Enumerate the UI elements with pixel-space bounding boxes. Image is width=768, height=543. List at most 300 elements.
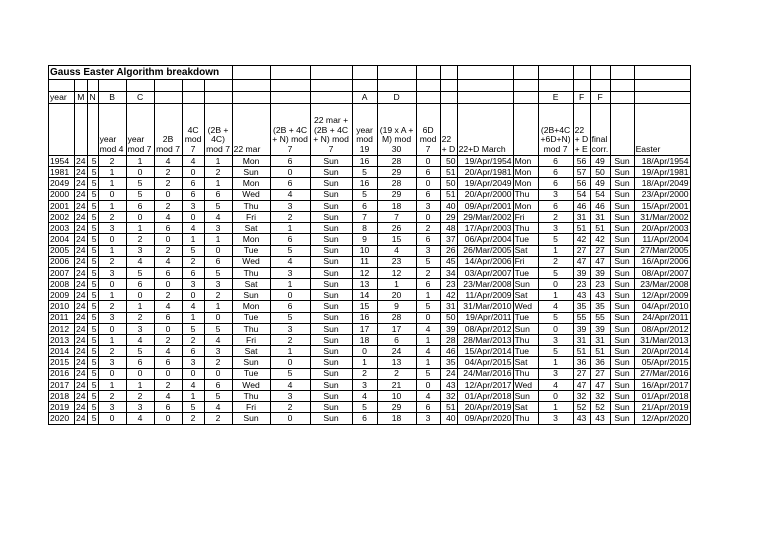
blank-row bbox=[49, 80, 691, 92]
table-cell: 37 bbox=[440, 234, 457, 245]
table-cell: Sun bbox=[310, 402, 352, 413]
table-cell: 17 bbox=[352, 323, 377, 334]
table-cell: 04/Apr/2015 bbox=[457, 357, 513, 368]
table-cell: Tue bbox=[232, 312, 270, 323]
header-easter: Easter bbox=[634, 104, 690, 156]
table-cell: 6 bbox=[154, 267, 182, 278]
table-cell: 2 bbox=[154, 290, 182, 301]
table-cell: 43 bbox=[590, 290, 610, 301]
table-cell: 20/Apr/1981 bbox=[457, 167, 513, 178]
table-cell: 3 bbox=[182, 357, 204, 368]
table-cell: 15 bbox=[377, 234, 416, 245]
table-cell: Sun bbox=[310, 223, 352, 234]
table-cell: 4 bbox=[204, 402, 232, 413]
table-cell: 0 bbox=[154, 234, 182, 245]
table-cell: 08/Apr/2007 bbox=[634, 267, 690, 278]
table-cell: 08/Apr/2012 bbox=[457, 323, 513, 334]
table-cell: 54 bbox=[590, 189, 610, 200]
table-cell: 0 bbox=[204, 368, 232, 379]
table-cell: 16/Apr/2017 bbox=[634, 379, 690, 390]
table-cell: 1 bbox=[98, 379, 126, 390]
table-cell: 5 bbox=[538, 234, 573, 245]
table-cell: 21/Apr/2019 bbox=[634, 402, 690, 413]
table-cell: 2019 bbox=[49, 402, 75, 413]
table-row bbox=[49, 189, 691, 200]
table-cell: 3 bbox=[270, 267, 310, 278]
table-cell: 46 bbox=[573, 200, 590, 211]
table-cell: 01/Apr/2018 bbox=[634, 390, 690, 401]
table-cell: 6 bbox=[538, 156, 573, 167]
table-cell: Sun bbox=[310, 189, 352, 200]
table-cell: 24 bbox=[76, 290, 86, 301]
table-cell: 4 bbox=[182, 379, 204, 390]
table-cell: 29 bbox=[377, 402, 416, 413]
table-cell: 18 bbox=[377, 200, 416, 211]
table-cell: 5 bbox=[87, 290, 98, 301]
table-cell: 23 bbox=[377, 256, 416, 267]
table-cell: 20/Apr/2000 bbox=[457, 189, 513, 200]
table-cell: Sun bbox=[610, 167, 634, 178]
table-cell: 5 bbox=[87, 301, 98, 312]
table-cell: 1 bbox=[204, 156, 232, 167]
table-cell: 0 bbox=[416, 312, 440, 323]
table-cell: 1 bbox=[182, 390, 204, 401]
table-cell: 16 bbox=[352, 156, 377, 167]
table-cell: 51 bbox=[573, 223, 590, 234]
table-cell: 24 bbox=[440, 368, 457, 379]
table-cell: Sun bbox=[610, 402, 634, 413]
table-cell: Sun bbox=[310, 323, 352, 334]
table-cell: Sun bbox=[310, 379, 352, 390]
table-cell: 20/Apr/2014 bbox=[634, 346, 690, 357]
table-cell: 0 bbox=[126, 290, 154, 301]
title-row bbox=[49, 66, 691, 80]
table-cell: 31 bbox=[573, 335, 590, 346]
table-row bbox=[49, 245, 691, 256]
table-cell: 5 bbox=[538, 267, 573, 278]
table-cell: 6 bbox=[154, 402, 182, 413]
table-cell: 6 bbox=[126, 279, 154, 290]
table-cell: Fri bbox=[513, 211, 538, 222]
table-cell: Sun bbox=[310, 290, 352, 301]
table-cell: 24 bbox=[76, 334, 86, 345]
letter-c: C bbox=[126, 92, 154, 104]
table-cell: Sun bbox=[310, 156, 352, 167]
table-cell: 1 bbox=[538, 245, 573, 256]
table-cell: Sun bbox=[610, 189, 634, 200]
table-cell: 2 bbox=[98, 390, 126, 401]
table-cell: 3 bbox=[416, 413, 440, 424]
table-cell: 5 bbox=[87, 167, 98, 178]
table-cell: 3 bbox=[98, 357, 126, 368]
table-cell: Sun bbox=[610, 245, 634, 256]
table-cell: 24 bbox=[76, 211, 86, 222]
table-row bbox=[49, 167, 691, 178]
table-cell: 23/Apr/2000 bbox=[634, 189, 690, 200]
table-cell: 5 bbox=[352, 402, 377, 413]
table-cell: 2 bbox=[352, 368, 377, 379]
table-cell: 24 bbox=[76, 245, 86, 256]
table-cell: 23/Mar/2008 bbox=[457, 279, 513, 290]
table-cell: 43 bbox=[573, 290, 590, 301]
table-cell: Sun bbox=[610, 413, 634, 424]
table-cell: 2001 bbox=[49, 200, 75, 211]
table-cell: 51 bbox=[590, 223, 610, 234]
table-cell: Fri bbox=[513, 256, 538, 267]
table-cell: 08/Apr/2012 bbox=[634, 323, 690, 334]
table-cell: 5 bbox=[87, 223, 98, 234]
table-cell: Sun bbox=[310, 245, 352, 256]
table-cell: 4 bbox=[126, 335, 154, 346]
table-cell: 24/Mar/2016 bbox=[457, 368, 513, 379]
table-cell: 5 bbox=[270, 368, 310, 379]
table-cell: 4 bbox=[204, 335, 232, 346]
table-cell: 18/Apr/2049 bbox=[634, 178, 690, 189]
table-cell: 26/Mar/2005 bbox=[457, 245, 513, 256]
table-cell: 55 bbox=[590, 312, 610, 323]
table-cell: 6 bbox=[270, 301, 310, 312]
table-cell: 4 bbox=[182, 156, 204, 167]
table-cell: 39 bbox=[573, 323, 590, 334]
table-body bbox=[49, 66, 691, 425]
table-cell: Sun bbox=[513, 323, 538, 334]
table-cell: 5 bbox=[87, 379, 98, 390]
table-cell: 2014 bbox=[49, 346, 75, 357]
table-cell: Mon bbox=[513, 156, 538, 167]
table-cell: Sun bbox=[610, 346, 634, 357]
table-cell: 5 bbox=[87, 189, 98, 200]
column-header-row bbox=[49, 104, 691, 156]
table-cell: 6 bbox=[377, 335, 416, 346]
table-cell: Thu bbox=[513, 335, 538, 346]
table-cell: 6 bbox=[270, 234, 310, 245]
table-cell: 5 bbox=[87, 234, 98, 245]
table-row bbox=[49, 368, 691, 379]
table-cell: 14/Apr/2006 bbox=[457, 256, 513, 267]
table-cell: 2 bbox=[126, 390, 154, 401]
table-cell: 19/Apr/2049 bbox=[457, 178, 513, 189]
table-cell: 2 bbox=[98, 156, 126, 167]
table-cell: 09/Apr/2001 bbox=[457, 200, 513, 211]
table-cell: 19/Apr/1954 bbox=[457, 156, 513, 167]
table-cell: Fri bbox=[232, 211, 270, 222]
table-cell: Sun bbox=[610, 256, 634, 267]
table-cell: 20/Apr/2019 bbox=[457, 402, 513, 413]
table-cell: 0 bbox=[126, 211, 154, 222]
table-cell: 1 bbox=[98, 200, 126, 211]
table-cell: 2016 bbox=[49, 368, 75, 379]
table-cell: 2 bbox=[416, 267, 440, 278]
table-cell: 6 bbox=[538, 178, 573, 189]
table-cell: 2 bbox=[98, 346, 126, 357]
table-cell: 24 bbox=[76, 390, 86, 401]
table-cell: 1 bbox=[98, 167, 126, 178]
table-cell: 39 bbox=[573, 267, 590, 278]
table-cell: 39 bbox=[440, 323, 457, 334]
table-cell: 5 bbox=[87, 211, 98, 222]
table-cell: Tue bbox=[232, 245, 270, 256]
table-cell: 2 bbox=[154, 379, 182, 390]
table-cell: 4 bbox=[154, 256, 182, 267]
table-row bbox=[49, 290, 691, 301]
table-cell: 1 bbox=[204, 178, 232, 189]
table-cell: 11 bbox=[352, 256, 377, 267]
table-cell: 6 bbox=[154, 312, 182, 323]
table-cell: 0 bbox=[270, 357, 310, 368]
table-cell: 6 bbox=[270, 156, 310, 167]
table-cell: 6 bbox=[154, 223, 182, 234]
table-cell: 5 bbox=[270, 312, 310, 323]
table-row bbox=[49, 178, 691, 189]
table-cell: Sun bbox=[610, 312, 634, 323]
table-cell: 5 bbox=[87, 279, 98, 290]
table-cell: 4 bbox=[126, 413, 154, 424]
table-cell: 45 bbox=[440, 256, 457, 267]
table-cell: 06/Apr/2004 bbox=[457, 234, 513, 245]
table-cell: Thu bbox=[232, 390, 270, 401]
table-cell: 1 bbox=[416, 290, 440, 301]
table-cell: 2008 bbox=[49, 279, 75, 290]
table-cell: 0 bbox=[98, 189, 126, 200]
table-cell: 31/Mar/2013 bbox=[634, 335, 690, 346]
table-row bbox=[49, 256, 691, 267]
table-cell: 2 bbox=[154, 200, 182, 211]
table-cell: 6 bbox=[352, 200, 377, 211]
table-cell: Sun bbox=[610, 368, 634, 379]
table-cell: 0 bbox=[538, 323, 573, 334]
table-cell: Wed bbox=[232, 189, 270, 200]
header-2b4c-mod-7: (2B + 4C) mod 7 bbox=[204, 104, 232, 156]
table-cell: 0 bbox=[270, 413, 310, 424]
table-cell: 24 bbox=[76, 312, 86, 323]
table-cell: 32 bbox=[590, 390, 610, 401]
table-cell: 4 bbox=[270, 379, 310, 390]
table-cell: 55 bbox=[573, 312, 590, 323]
table-cell: Sun bbox=[513, 390, 538, 401]
table-cell: 18 bbox=[377, 413, 416, 424]
table-cell: Sun bbox=[610, 290, 634, 301]
table-cell: 5 bbox=[87, 256, 98, 267]
table-cell: 6 bbox=[416, 402, 440, 413]
table-cell: 2007 bbox=[49, 267, 75, 278]
table-cell: Sun bbox=[310, 413, 352, 424]
table-cell: 26 bbox=[440, 245, 457, 256]
table-cell: 0 bbox=[98, 234, 126, 245]
table-cell: 24 bbox=[76, 200, 86, 211]
table-cell: 24 bbox=[76, 357, 86, 368]
table-cell: Sun bbox=[610, 234, 634, 245]
sheet-title: Gauss Easter Algorithm breakdown bbox=[49, 66, 233, 80]
table-cell: 27 bbox=[590, 368, 610, 379]
table-cell: 18/Apr/1954 bbox=[634, 156, 690, 167]
table-cell: Thu bbox=[513, 189, 538, 200]
table-cell: 1 bbox=[270, 223, 310, 234]
table-cell: 39 bbox=[590, 267, 610, 278]
header-22mar-plus: 22 mar + (2B + 4C + N) mod 7 bbox=[310, 104, 352, 156]
table-cell: Tue bbox=[513, 312, 538, 323]
table-cell: 6 bbox=[538, 167, 573, 178]
table-cell: 27 bbox=[573, 368, 590, 379]
table-cell: 3 bbox=[352, 379, 377, 390]
table-cell: 23 bbox=[590, 279, 610, 290]
table-cell: Sun bbox=[310, 368, 352, 379]
table-cell: 4 bbox=[377, 245, 416, 256]
table-cell: 3 bbox=[204, 279, 232, 290]
table-cell: 4 bbox=[154, 301, 182, 312]
table-cell: 2 bbox=[98, 256, 126, 267]
table-cell: 4 bbox=[154, 390, 182, 401]
table-cell: 5 bbox=[87, 368, 98, 379]
table-cell: 5 bbox=[204, 323, 232, 334]
table-cell: 17/Apr/2003 bbox=[457, 223, 513, 234]
table-cell: 4 bbox=[154, 156, 182, 167]
letter-f2: F bbox=[590, 92, 610, 104]
table-cell: 4 bbox=[416, 346, 440, 357]
table-cell: 0 bbox=[416, 379, 440, 390]
table-cell: Tue bbox=[513, 267, 538, 278]
table-row bbox=[49, 267, 691, 278]
table-cell: 1 bbox=[416, 357, 440, 368]
table-cell: 31/Mar/2010 bbox=[457, 301, 513, 312]
table-cell: 3 bbox=[98, 402, 126, 413]
table-cell: Fri bbox=[232, 335, 270, 346]
table-cell: 27/Mar/2005 bbox=[634, 245, 690, 256]
table-cell: 6 bbox=[416, 234, 440, 245]
table-cell: 24/Apr/2011 bbox=[634, 312, 690, 323]
table-cell: 24 bbox=[76, 166, 86, 177]
table-cell: 24 bbox=[76, 368, 86, 379]
letter-d: D bbox=[377, 92, 416, 104]
table-cell: Sun bbox=[310, 335, 352, 346]
table-cell: 43 bbox=[440, 379, 457, 390]
table-cell: 20 bbox=[377, 290, 416, 301]
header-4c-mod-7: 4C mod 7 bbox=[182, 104, 204, 156]
table-cell: 2 bbox=[204, 167, 232, 178]
table-cell: 6 bbox=[154, 357, 182, 368]
table-cell: 31 bbox=[590, 211, 610, 222]
table-cell: 1 bbox=[352, 357, 377, 368]
table-cell: 11/Apr/2009 bbox=[457, 290, 513, 301]
table-cell: 3 bbox=[182, 279, 204, 290]
table-cell: 28 bbox=[440, 335, 457, 346]
table-cell: 31 bbox=[440, 301, 457, 312]
table-cell: 27/Mar/2016 bbox=[634, 368, 690, 379]
table-cell: 57 bbox=[573, 167, 590, 178]
table-cell: 21 bbox=[377, 379, 416, 390]
table-cell: Sun bbox=[310, 279, 352, 290]
table-row bbox=[49, 357, 691, 368]
table-cell: 24 bbox=[76, 345, 86, 356]
table-cell: 54 bbox=[573, 189, 590, 200]
table-cell: 24 bbox=[76, 234, 86, 245]
table-cell: 12 bbox=[377, 267, 416, 278]
table-cell: 24 bbox=[76, 256, 86, 267]
table-cell: 3 bbox=[126, 323, 154, 334]
table-cell: 0 bbox=[98, 368, 126, 379]
table-cell: 3 bbox=[270, 200, 310, 211]
table-cell: 1 bbox=[538, 357, 573, 368]
table-cell: Sat bbox=[232, 223, 270, 234]
table-cell: Sun bbox=[610, 390, 634, 401]
table-cell: 1 bbox=[98, 178, 126, 189]
table-cell: 19/Apr/2011 bbox=[457, 312, 513, 323]
letter-f: F bbox=[573, 92, 590, 104]
table-cell: 2002 bbox=[49, 211, 75, 222]
table-cell: 51 bbox=[590, 346, 610, 357]
table-cell: 3 bbox=[182, 200, 204, 211]
table-cell: 3 bbox=[126, 245, 154, 256]
table-cell: 5 bbox=[126, 267, 154, 278]
table-cell: 0 bbox=[182, 211, 204, 222]
table-cell: 1 bbox=[182, 234, 204, 245]
table-cell: 1 bbox=[98, 245, 126, 256]
table-cell: 6 bbox=[270, 178, 310, 189]
table-cell: 2 bbox=[154, 167, 182, 178]
table-cell: 46 bbox=[440, 346, 457, 357]
table-cell: 3 bbox=[98, 267, 126, 278]
table-cell: 05/Apr/2015 bbox=[634, 357, 690, 368]
table-cell: 0 bbox=[154, 189, 182, 200]
table-row bbox=[49, 390, 691, 401]
letter-e: E bbox=[538, 92, 573, 104]
table-cell: 0 bbox=[154, 413, 182, 424]
table-cell: 31/Mar/2002 bbox=[634, 211, 690, 222]
table-cell: 5 bbox=[182, 323, 204, 334]
table-cell: 43 bbox=[573, 413, 590, 424]
table-cell: 1 bbox=[98, 290, 126, 301]
table-cell: Wed bbox=[513, 301, 538, 312]
table-cell: 24 bbox=[76, 379, 86, 390]
table-cell: 9 bbox=[352, 234, 377, 245]
table-cell: Sun bbox=[310, 211, 352, 222]
table-cell: Sun bbox=[232, 167, 270, 178]
table-cell: 23 bbox=[573, 279, 590, 290]
header-2b-mod-7: 2B mod 7 bbox=[154, 104, 182, 156]
table-cell: Sun bbox=[610, 357, 634, 368]
table-cell: 2 bbox=[98, 301, 126, 312]
table-cell: Thu bbox=[232, 267, 270, 278]
table-row bbox=[49, 402, 691, 413]
table-row bbox=[49, 379, 691, 390]
table-cell: 5 bbox=[352, 167, 377, 178]
table-cell: 47 bbox=[573, 379, 590, 390]
table-cell: 24 bbox=[76, 267, 86, 278]
table-cell: 6 bbox=[126, 200, 154, 211]
table-cell: Sun bbox=[610, 279, 634, 290]
easter-breakdown-table bbox=[48, 65, 691, 425]
table-cell: 48 bbox=[440, 223, 457, 234]
table-cell: 2015 bbox=[49, 357, 75, 368]
table-cell: 3 bbox=[126, 402, 154, 413]
table-cell: Sun bbox=[610, 323, 634, 334]
table-cell: 2 bbox=[204, 413, 232, 424]
header-m: M bbox=[75, 92, 88, 104]
table-cell: 01/Apr/2018 bbox=[457, 390, 513, 401]
table-cell: 4 bbox=[270, 189, 310, 200]
table-cell: 1 bbox=[538, 402, 573, 413]
table-cell: 16 bbox=[352, 178, 377, 189]
table-cell: Wed bbox=[513, 379, 538, 390]
table-cell: 3 bbox=[204, 346, 232, 357]
table-cell: 2012 bbox=[49, 323, 75, 334]
table-cell: 5 bbox=[87, 312, 98, 323]
table-cell: 24 bbox=[76, 155, 86, 166]
table-cell: 6 bbox=[182, 189, 204, 200]
table-cell: 13 bbox=[377, 357, 416, 368]
header-6d-mod-7: 6D mod 7 bbox=[416, 104, 440, 156]
table-cell: 2 bbox=[204, 357, 232, 368]
table-cell: 0 bbox=[182, 167, 204, 178]
